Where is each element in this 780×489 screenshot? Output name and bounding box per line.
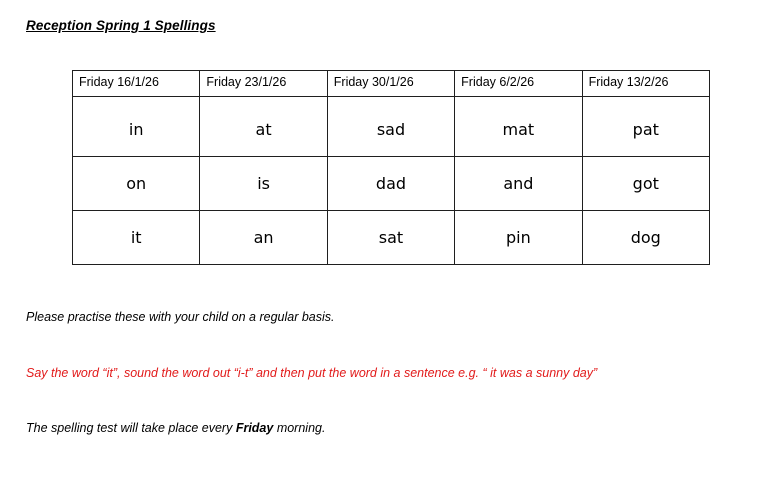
spelling-word: is	[200, 157, 327, 211]
spelling-word: mat	[455, 97, 582, 157]
spelling-word: on	[73, 157, 200, 211]
table-row	[73, 211, 710, 265]
table-column-header: Friday 6/2/26	[455, 71, 582, 97]
table-row	[73, 157, 710, 211]
spelling-word: at	[200, 97, 327, 157]
test-day-note-prefix: The spelling test will take place every	[26, 421, 236, 435]
spellings-table	[72, 70, 710, 265]
example-note: Say the word “it”, sound the word out “i-t” and then put the word in a sentence e.g. “ it was a sunny day”	[26, 366, 598, 380]
spelling-word: got	[582, 157, 709, 211]
test-day-note	[26, 421, 325, 435]
practise-note: Please practise these with your child on a regular basis.	[26, 310, 335, 324]
spelling-word: dad	[327, 157, 454, 211]
spelling-word: dog	[582, 211, 709, 265]
spelling-word: in	[73, 97, 200, 157]
table-column-header: Friday 30/1/26	[327, 71, 454, 97]
spelling-word: and	[455, 157, 582, 211]
table-column-header: Friday 13/2/26	[582, 71, 709, 97]
spelling-word: an	[200, 211, 327, 265]
test-day-note-day: Friday	[235, 421, 274, 435]
table-column-header: Friday 23/1/26	[200, 71, 327, 97]
spelling-word: pin	[455, 211, 582, 265]
table-header-row	[73, 71, 710, 97]
spelling-word: pat	[582, 97, 709, 157]
spelling-word: it	[73, 211, 200, 265]
page-title: Reception Spring 1 Spellings	[26, 18, 216, 33]
test-day-note-suffix: morning.	[273, 421, 326, 435]
table-row	[73, 97, 710, 157]
spelling-word: sad	[327, 97, 454, 157]
spelling-word: sat	[327, 211, 454, 265]
table-column-header: Friday 16/1/26	[73, 71, 200, 97]
